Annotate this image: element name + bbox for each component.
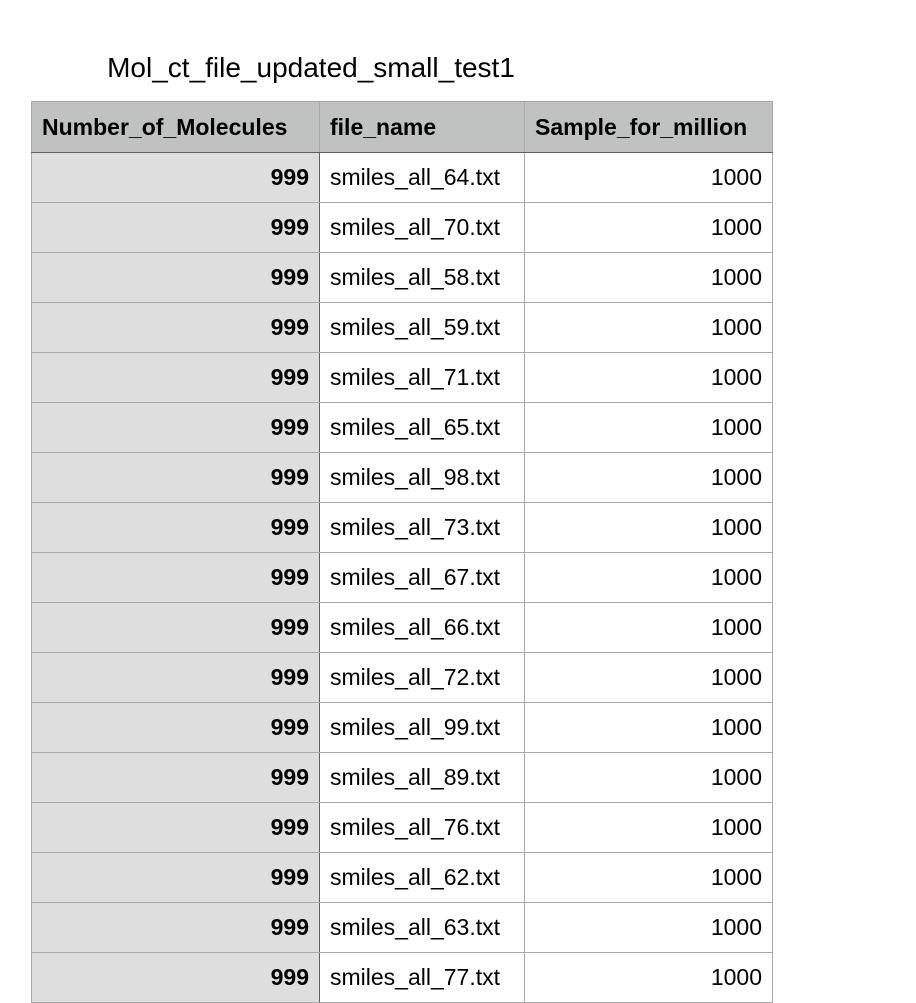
cell-file-name[interactable]: smiles_all_99.txt bbox=[320, 703, 525, 753]
cell-sample-for-million[interactable]: 1000 bbox=[525, 203, 773, 253]
cell-file-name[interactable]: smiles_all_58.txt bbox=[320, 253, 525, 303]
cell-number-of-molecules[interactable]: 999 bbox=[32, 153, 320, 203]
cell-sample-for-million[interactable]: 1000 bbox=[525, 253, 773, 303]
cell-file-name[interactable]: smiles_all_98.txt bbox=[320, 453, 525, 503]
table-title: Mol_ct_file_updated_small_test1 bbox=[107, 52, 515, 83]
table-row bbox=[32, 403, 773, 453]
cell-file-name[interactable]: smiles_all_59.txt bbox=[320, 303, 525, 353]
cell-file-name[interactable]: smiles_all_76.txt bbox=[320, 803, 525, 853]
table-row bbox=[32, 703, 773, 753]
cell-file-name[interactable]: smiles_all_62.txt bbox=[320, 853, 525, 903]
data-table bbox=[31, 101, 773, 1003]
cell-number-of-molecules[interactable]: 999 bbox=[32, 203, 320, 253]
cell-file-name[interactable]: smiles_all_70.txt bbox=[320, 203, 525, 253]
table-row bbox=[32, 753, 773, 803]
table-row bbox=[32, 903, 773, 953]
cell-file-name[interactable]: smiles_all_67.txt bbox=[320, 553, 525, 603]
table-row bbox=[32, 603, 773, 653]
cell-sample-for-million[interactable]: 1000 bbox=[525, 803, 773, 853]
cell-number-of-molecules[interactable]: 999 bbox=[32, 553, 320, 603]
cell-sample-for-million[interactable]: 1000 bbox=[525, 653, 773, 703]
cell-number-of-molecules[interactable]: 999 bbox=[32, 953, 320, 1003]
table-row bbox=[32, 853, 773, 903]
cell-number-of-molecules[interactable]: 999 bbox=[32, 403, 320, 453]
cell-number-of-molecules[interactable]: 999 bbox=[32, 353, 320, 403]
cell-number-of-molecules[interactable]: 999 bbox=[32, 503, 320, 553]
table-row bbox=[32, 803, 773, 853]
column-header-sample-for-million[interactable]: Sample_for_million bbox=[525, 102, 773, 153]
cell-file-name[interactable]: smiles_all_66.txt bbox=[320, 603, 525, 653]
column-header-file-name[interactable]: file_name bbox=[320, 102, 525, 153]
cell-number-of-molecules[interactable]: 999 bbox=[32, 453, 320, 503]
cell-file-name[interactable]: smiles_all_89.txt bbox=[320, 753, 525, 803]
header-row bbox=[32, 102, 773, 153]
table-row bbox=[32, 303, 773, 353]
cell-sample-for-million[interactable]: 1000 bbox=[525, 453, 773, 503]
table-row bbox=[32, 553, 773, 603]
cell-file-name[interactable]: smiles_all_64.txt bbox=[320, 153, 525, 203]
cell-file-name[interactable]: smiles_all_65.txt bbox=[320, 403, 525, 453]
table-row bbox=[32, 953, 773, 1003]
cell-sample-for-million[interactable]: 1000 bbox=[525, 753, 773, 803]
cell-file-name[interactable]: smiles_all_71.txt bbox=[320, 353, 525, 403]
cell-number-of-molecules[interactable]: 999 bbox=[32, 603, 320, 653]
cell-number-of-molecules[interactable]: 999 bbox=[32, 803, 320, 853]
table-row bbox=[32, 203, 773, 253]
cell-number-of-molecules[interactable]: 999 bbox=[32, 853, 320, 903]
cell-number-of-molecules[interactable]: 999 bbox=[32, 703, 320, 753]
cell-number-of-molecules[interactable]: 999 bbox=[32, 303, 320, 353]
cell-number-of-molecules[interactable]: 999 bbox=[32, 653, 320, 703]
cell-sample-for-million[interactable]: 1000 bbox=[525, 353, 773, 403]
cell-file-name[interactable]: smiles_all_72.txt bbox=[320, 653, 525, 703]
cell-number-of-molecules[interactable]: 999 bbox=[32, 253, 320, 303]
table-row bbox=[32, 153, 773, 203]
table-row bbox=[32, 653, 773, 703]
cell-sample-for-million[interactable]: 1000 bbox=[525, 603, 773, 653]
cell-file-name[interactable]: smiles_all_63.txt bbox=[320, 903, 525, 953]
cell-sample-for-million[interactable]: 1000 bbox=[525, 703, 773, 753]
cell-sample-for-million[interactable]: 1000 bbox=[525, 303, 773, 353]
table-row bbox=[32, 453, 773, 503]
cell-sample-for-million[interactable]: 1000 bbox=[525, 503, 773, 553]
cell-sample-for-million[interactable]: 1000 bbox=[525, 953, 773, 1003]
table-row bbox=[32, 253, 773, 303]
cell-number-of-molecules[interactable]: 999 bbox=[32, 753, 320, 803]
cell-sample-for-million[interactable]: 1000 bbox=[525, 153, 773, 203]
cell-number-of-molecules[interactable]: 999 bbox=[32, 903, 320, 953]
table-row bbox=[32, 503, 773, 553]
cell-sample-for-million[interactable]: 1000 bbox=[525, 403, 773, 453]
cell-sample-for-million[interactable]: 1000 bbox=[525, 553, 773, 603]
cell-sample-for-million[interactable]: 1000 bbox=[525, 853, 773, 903]
cell-sample-for-million[interactable]: 1000 bbox=[525, 903, 773, 953]
column-header-number-of-molecules[interactable]: Number_of_Molecules bbox=[32, 102, 320, 153]
table-row bbox=[32, 353, 773, 403]
cell-file-name[interactable]: smiles_all_77.txt bbox=[320, 953, 525, 1003]
cell-file-name[interactable]: smiles_all_73.txt bbox=[320, 503, 525, 553]
